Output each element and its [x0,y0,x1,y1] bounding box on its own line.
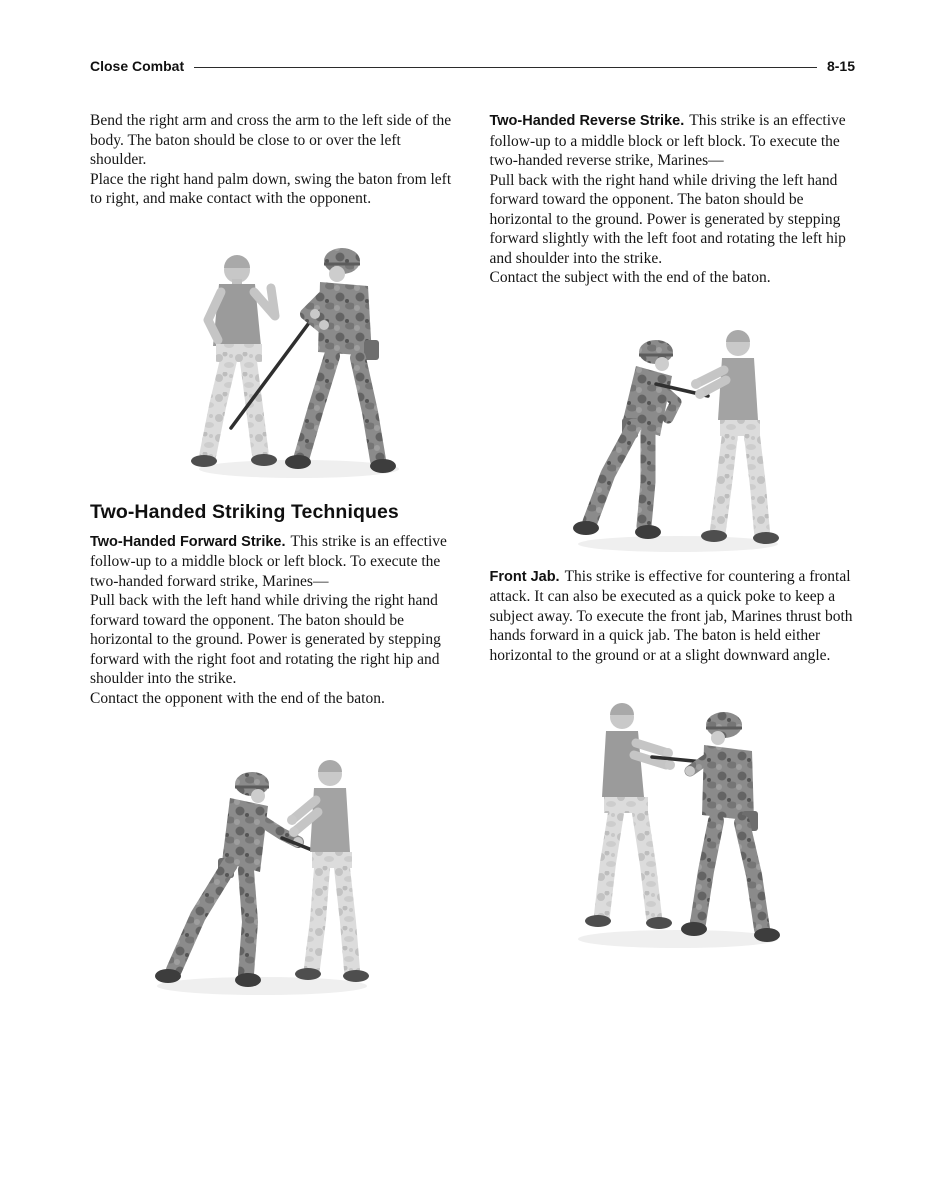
two-column-body [90,106,855,1000]
page-header [90,58,855,74]
run-in-heading-front-jab: Front Jab. [489,568,560,585]
section-heading-two-handed-striking: Two-Handed Striking Techniques [90,500,399,523]
paragraph-forward-strike [90,532,456,592]
paragraph-pull-back-left: Pull back with the left hand while driving the right hand forward toward the opponent. The baton should be horizontal to the ground. Power is generated by stepping forward with the right foot and rotating the right hip and shoulder into the strike. [90,592,441,687]
header-page-number: 8-15 [826,58,855,74]
paragraph-bend-right-arm: Bend the right arm and cross the arm to the left side of the body. The baton should be close to or over the left shoulder. [90,112,452,168]
paragraph-reverse-strike [490,111,856,171]
left-column [90,106,456,1000]
photo-front-jab [556,691,800,955]
photo-two-handed-reverse-strike [556,314,800,558]
right-column [490,106,856,1000]
paragraph-front-jab [490,567,856,666]
paragraph-contact-subject: Contact the subject with the end of the baton. [489,269,771,286]
run-in-heading-reverse-strike: Two-Handed Reverse Strike. [489,113,685,129]
photo-one-handed-strike [174,232,414,484]
photo-two-handed-forward-strike [134,746,390,1000]
paragraph-pull-back-right: Pull back with the right hand while driving the left hand forward toward the opponent. The baton should be horizontal to the ground. Power is generated by stepping forward slightly with the left foot and rotating the left hip and shoulder into the strike. [489,171,846,267]
reverse-strike-text: This strike is an effective follow-up to a middle block or left block. To execute the two-handed reverse strike, Marines— [489,112,846,169]
paragraph-place-right-hand: Place the right hand palm down, swing the baton from left to right, and make contact with the opponent. [90,170,452,207]
header-section-title: Close Combat [90,58,185,74]
paragraph-contact-opponent: Contact the opponent with the end of the baton. [90,689,385,707]
run-in-heading-forward-strike: Two-Handed Forward Strike. [90,533,286,550]
header-rule [194,67,817,68]
front-jab-text: This strike is effective for countering a frontal attack. It can also be executed as a quick poke to keep a subject away. To execute the front jab, Marines thrust both hands forward in a quick jab. The baton is held either horizontal to the ground or at a slight downward angle. [489,567,853,664]
forward-strike-text: This strike is an effective follow-up to a middle block or left block. To execute the two-handed forward strike, Marines— [90,532,447,590]
